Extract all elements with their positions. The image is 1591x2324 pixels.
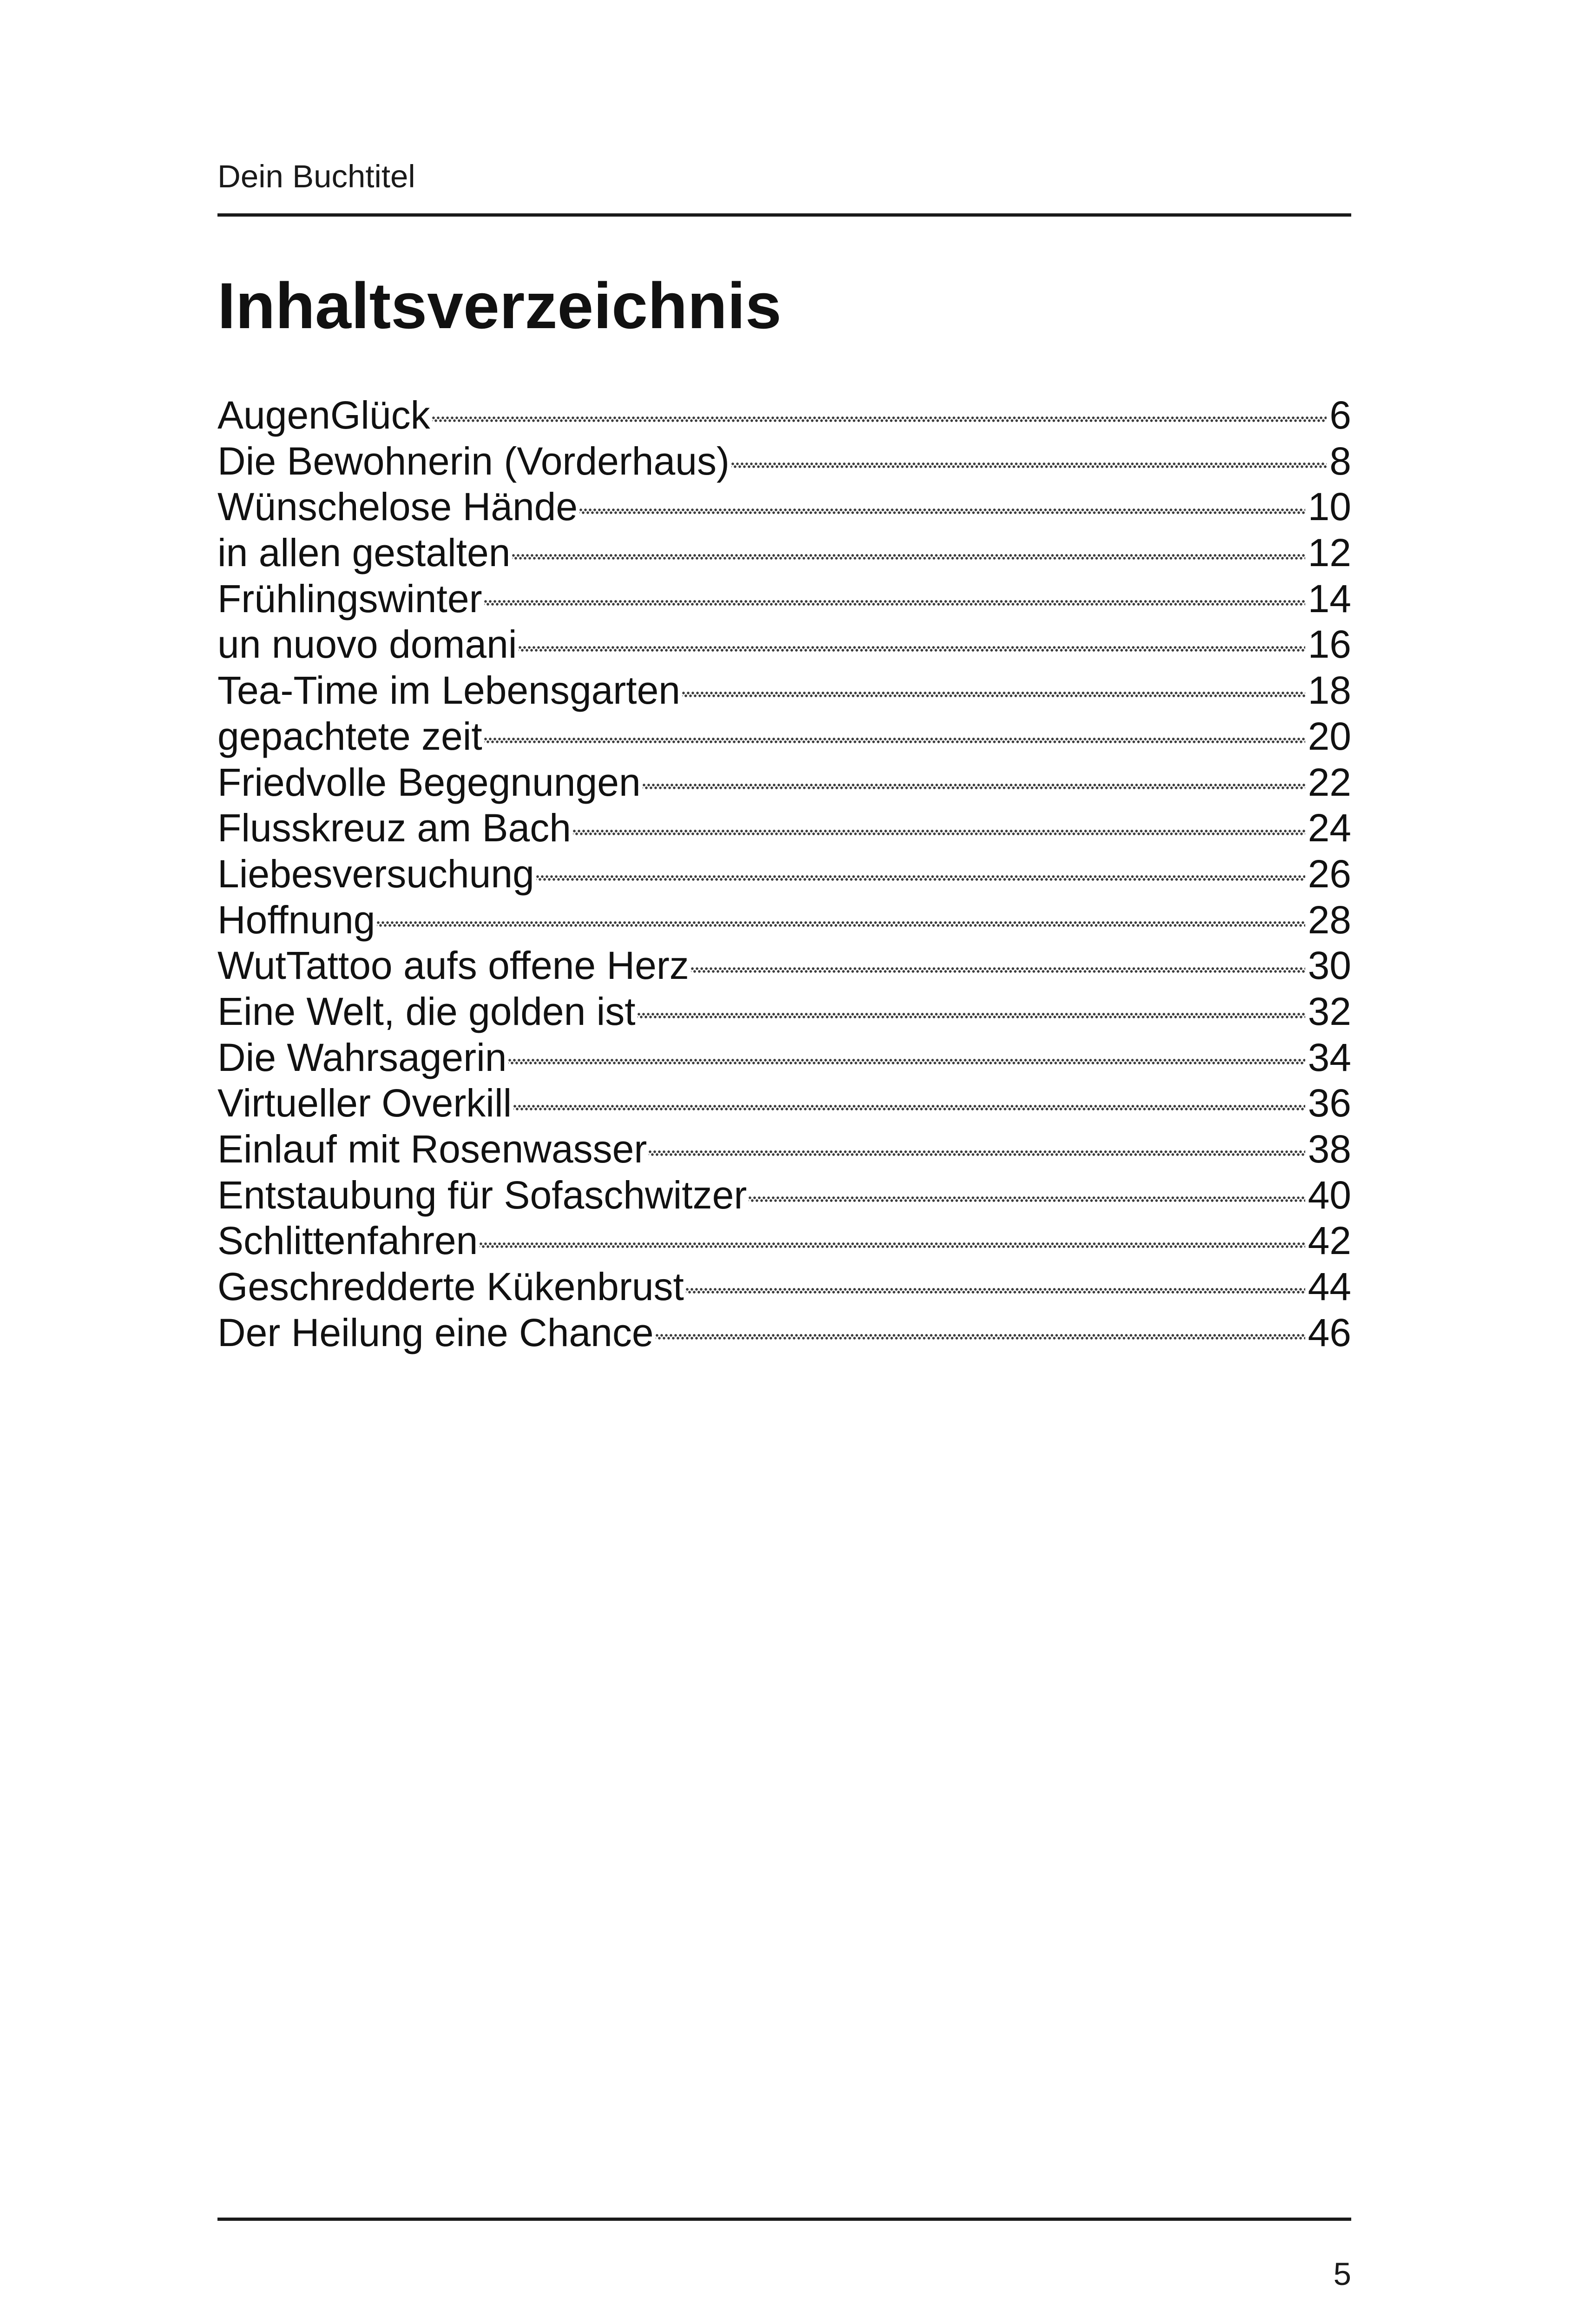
dot-leader xyxy=(536,875,1305,882)
toc-entry[interactable] xyxy=(217,1126,1351,1172)
toc-entry-label: Tea-Time im Lebensgarten xyxy=(217,668,681,713)
toc-entry[interactable] xyxy=(217,392,1351,438)
toc-entry[interactable] xyxy=(217,1035,1351,1081)
footer-divider xyxy=(217,2218,1351,2221)
dot-leader xyxy=(643,784,1305,790)
toc-entry[interactable] xyxy=(217,805,1351,851)
toc-entry[interactable] xyxy=(217,1264,1351,1310)
toc-entry-page: 26 xyxy=(1308,852,1351,896)
toc-entry-label: Virtueller Overkill xyxy=(217,1081,512,1125)
toc-entry-label: Die Wahrsagerin xyxy=(217,1035,507,1079)
toc-entry-page: 40 xyxy=(1308,1173,1351,1217)
dot-leader xyxy=(377,921,1305,928)
toc-entry-label: Schlittenfahren xyxy=(217,1219,478,1263)
dot-leader xyxy=(573,830,1305,836)
running-header-book-title: Dein Buchtitel xyxy=(217,158,415,194)
toc-entry-label: gepachtete zeit xyxy=(217,714,482,758)
toc-entry-label: Einlauf mit Rosenwasser xyxy=(217,1127,647,1171)
toc-entry-label: Eine Welt, die golden ist xyxy=(217,989,636,1033)
toc-entry[interactable] xyxy=(217,943,1351,989)
toc-entry-label: Wünschelose Hände xyxy=(217,485,578,529)
toc-title: Inhaltsverzeichnis xyxy=(217,269,782,342)
toc-entry-page: 8 xyxy=(1329,439,1351,483)
toc-entry-label: Liebesversuchung xyxy=(217,852,534,896)
toc-entry-label: WutTattoo aufs offene Herz xyxy=(217,944,689,988)
toc-entry-page: 46 xyxy=(1308,1310,1351,1354)
toc-entry-page: 10 xyxy=(1308,485,1351,529)
toc-entry[interactable] xyxy=(217,851,1351,897)
dot-leader xyxy=(682,692,1305,698)
dot-leader xyxy=(513,1105,1305,1111)
dot-leader xyxy=(686,1288,1305,1294)
dot-leader xyxy=(691,967,1305,974)
dot-leader xyxy=(656,1334,1305,1340)
toc-list xyxy=(217,392,1351,1355)
toc-entry-label: Die Bewohnerin (Vorderhaus) xyxy=(217,439,730,483)
toc-entry-page: 38 xyxy=(1308,1127,1351,1171)
toc-entry[interactable] xyxy=(217,667,1351,713)
toc-entry-label: Der Heilung eine Chance xyxy=(217,1310,654,1354)
toc-entry[interactable] xyxy=(217,1310,1351,1356)
toc-entry-page: 36 xyxy=(1308,1081,1351,1125)
toc-entry[interactable] xyxy=(217,759,1351,805)
toc-entry[interactable] xyxy=(217,897,1351,943)
dot-leader xyxy=(731,462,1327,469)
dot-leader xyxy=(649,1150,1305,1157)
toc-entry-page: 42 xyxy=(1308,1219,1351,1263)
dot-leader xyxy=(480,1242,1305,1249)
toc-entry-page: 18 xyxy=(1308,668,1351,713)
toc-entry-page: 12 xyxy=(1308,531,1351,575)
toc-entry-label: Entstaubung für Sofaschwitzer xyxy=(217,1173,747,1217)
toc-entry-page: 34 xyxy=(1308,1035,1351,1079)
toc-entry-page: 44 xyxy=(1308,1265,1351,1309)
page-number: 5 xyxy=(1333,2256,1351,2292)
toc-entry-page: 16 xyxy=(1308,622,1351,667)
toc-entry-page: 20 xyxy=(1308,714,1351,758)
toc-entry[interactable] xyxy=(217,530,1351,576)
toc-entry-label: Flusskreuz am Bach xyxy=(217,806,571,850)
toc-entry-label: Frühlingswinter xyxy=(217,576,482,621)
dot-leader xyxy=(484,738,1305,744)
toc-entry-label: in allen gestalten xyxy=(217,531,511,575)
dot-leader xyxy=(519,646,1305,653)
toc-entry[interactable] xyxy=(217,576,1351,622)
toc-entry-page: 30 xyxy=(1308,944,1351,988)
toc-entry[interactable] xyxy=(217,1080,1351,1126)
toc-entry[interactable] xyxy=(217,1218,1351,1264)
toc-entry-label: AugenGlück xyxy=(217,393,430,437)
dot-leader xyxy=(638,1013,1305,1019)
toc-entry-page: 28 xyxy=(1308,898,1351,942)
toc-entry[interactable] xyxy=(217,1172,1351,1218)
dot-leader xyxy=(512,554,1305,561)
toc-entry[interactable] xyxy=(217,438,1351,484)
toc-entry-page: 6 xyxy=(1329,393,1351,437)
dot-leader xyxy=(432,416,1327,423)
toc-entry-page: 14 xyxy=(1308,576,1351,621)
toc-entry-label: un nuovo domani xyxy=(217,622,517,667)
dot-leader xyxy=(579,508,1305,515)
toc-entry-label: Geschredderte Kükenbrust xyxy=(217,1265,684,1309)
toc-entry-label: Hoffnung xyxy=(217,898,375,942)
toc-entry[interactable] xyxy=(217,484,1351,530)
toc-entry-label: Friedvolle Begegnungen xyxy=(217,760,641,804)
toc-entry[interactable] xyxy=(217,989,1351,1035)
dot-leader xyxy=(749,1196,1305,1203)
header-divider xyxy=(217,213,1351,217)
toc-entry-page: 22 xyxy=(1308,760,1351,804)
toc-entry[interactable] xyxy=(217,713,1351,759)
toc-entry-page: 32 xyxy=(1308,989,1351,1033)
dot-leader xyxy=(484,600,1305,607)
toc-entry-page: 24 xyxy=(1308,806,1351,850)
toc-entry[interactable] xyxy=(217,621,1351,667)
dot-leader xyxy=(508,1059,1305,1065)
